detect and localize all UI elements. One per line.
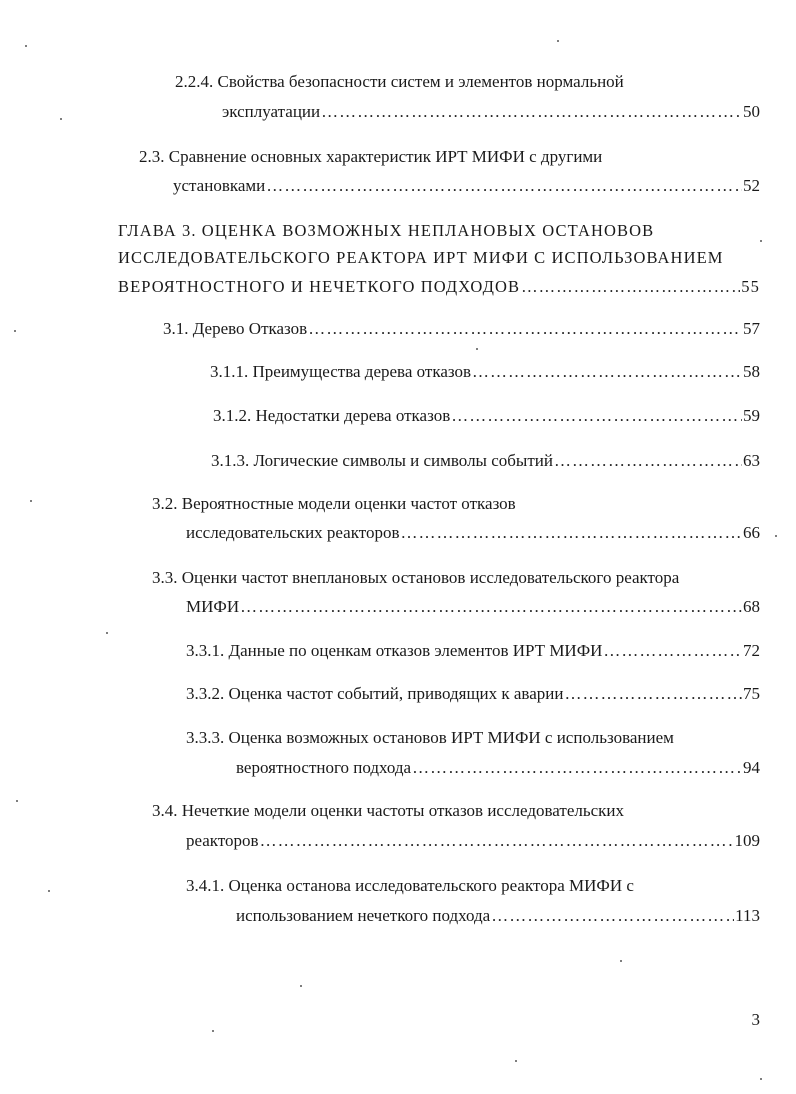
toc-page-number: 109 [734, 831, 760, 850]
toc-entry-3-1-3[interactable] [211, 450, 760, 472]
toc-entry-3-1-1[interactable] [210, 361, 760, 383]
scan-speck [16, 800, 18, 802]
scan-speck [106, 632, 108, 634]
toc-page-number: 68 [743, 597, 760, 616]
toc-page-number: 63 [743, 451, 760, 470]
dot-leader [321, 101, 742, 123]
toc-entry-3-3-title: 3.3. Оценки частот внеплановых остановов исследовательского реактора [152, 568, 680, 587]
toc-entry-text: 3.1.1. Преимущества дерева отказов [210, 362, 472, 381]
dot-leader [266, 175, 742, 197]
toc-page-number: 94 [743, 758, 760, 777]
toc-entry-2-3[interactable] [173, 175, 760, 197]
toc-entry-3-4[interactable] [186, 830, 760, 852]
chapter-3-heading-line2: ИССЛЕДОВАТЕЛЬСКОГО РЕАКТОРА ИРТ МИФИ С ИСПОЛЬЗОВАНИЕМ [118, 248, 724, 267]
scan-speck [48, 890, 50, 892]
scan-speck [212, 1030, 214, 1032]
dot-leader [400, 522, 742, 544]
scan-speck [30, 500, 32, 502]
dot-leader [491, 905, 734, 927]
toc-entry-text: реакторов [186, 831, 259, 850]
toc-entry-text: 3.3.1. Данные по оценкам отказов элементов ИРТ МИФИ [186, 641, 603, 660]
dot-leader [260, 830, 734, 852]
toc-entry-2-2-4[interactable] [222, 101, 760, 123]
toc-entry-3-1[interactable] [163, 318, 760, 340]
toc-entry-3-1-2[interactable] [213, 405, 760, 427]
dot-leader [451, 405, 742, 427]
toc-entry-text: МИФИ [186, 597, 240, 616]
toc-page-number: 59 [743, 406, 760, 425]
toc-entry-text: ВЕРОЯТНОСТНОГО И НЕЧЕТКОГО ПОДХОДОВ [118, 277, 521, 296]
dot-leader [554, 450, 742, 472]
toc-page-number: 72 [743, 641, 760, 660]
toc-entry-3-3[interactable] [186, 596, 760, 618]
toc-page-number: 66 [743, 523, 760, 542]
toc-entry-text: исследовательских реакторов [186, 523, 400, 542]
toc-entry-3-2[interactable] [186, 522, 760, 544]
toc-entry-3-4-1[interactable] [236, 905, 760, 927]
dot-leader [240, 596, 742, 618]
toc-entry-3-4-1-title: 3.4.1. Оценка останова исследовательского реактора МИФИ с [186, 876, 634, 895]
scan-speck [14, 330, 16, 332]
toc-page-number: 58 [743, 362, 760, 381]
toc-entry-text: 3.1.3. Логические символы и символы событий [211, 451, 553, 470]
toc-entry-3-3-2[interactable] [186, 683, 760, 705]
chapter-3-heading-line1: ГЛАВА 3. ОЦЕНКА ВОЗМОЖНЫХ НЕПЛАНОВЫХ ОСТАНОВОВ [118, 221, 655, 240]
toc-entry-text: 3.1.2. Недостатки дерева отказов [213, 406, 451, 425]
toc-entry-3-3-1[interactable] [186, 640, 760, 662]
dot-leader [564, 683, 742, 705]
toc-entry-3-2-title: 3.2. Вероятностные модели оценки частот отказов [152, 494, 516, 513]
toc-entry-3-3-3[interactable] [236, 757, 760, 779]
toc-entry-chapter-3[interactable] [118, 276, 760, 298]
toc-page-number: 75 [743, 684, 760, 703]
scan-speck [515, 1060, 517, 1062]
dot-leader [603, 640, 742, 662]
dot-leader [472, 361, 742, 383]
toc-entry-text: вероятностного подхода [236, 758, 412, 777]
toc-entry-text: 3.1. Дерево Отказов [163, 319, 308, 338]
scan-speck [557, 40, 559, 42]
toc-entry-text: эксплуатации [222, 102, 321, 121]
toc-page-number: 50 [743, 102, 760, 121]
scan-speck [60, 118, 62, 120]
scan-speck [620, 960, 622, 962]
scan-speck [300, 985, 302, 987]
scan-speck [775, 535, 777, 537]
dot-leader [521, 276, 740, 298]
scan-speck [760, 1078, 762, 1080]
toc-entry-3-3-3-title: 3.3.3. Оценка возможных остановов ИРТ МИФИ с использованием [186, 728, 674, 747]
page-number: 3 [751, 1010, 760, 1029]
toc-page-number: 113 [735, 906, 760, 925]
dot-leader [308, 318, 742, 340]
toc-page-number: 55 [741, 277, 760, 296]
toc-entry-text: установками [173, 176, 266, 195]
scan-speck [760, 240, 762, 242]
toc-entry-text: 3.3.2. Оценка частот событий, приводящих к аварии [186, 684, 564, 703]
toc-entry-2-2-4-title: 2.2.4. Свойства безопасности систем и элементов нормальной [175, 72, 624, 91]
dot-leader [412, 757, 742, 779]
scan-speck [25, 45, 27, 47]
toc-page-number: 57 [743, 319, 760, 338]
toc-page-number: 52 [743, 176, 760, 195]
toc-entry-2-3-title: 2.3. Сравнение основных характеристик ИРТ МИФИ с другими [139, 147, 603, 166]
scan-speck [476, 348, 478, 350]
toc-entry-3-4-title: 3.4. Нечеткие модели оценки частоты отказов исследовательских [152, 801, 624, 820]
toc-entry-text: использованием нечеткого подхода [236, 906, 491, 925]
